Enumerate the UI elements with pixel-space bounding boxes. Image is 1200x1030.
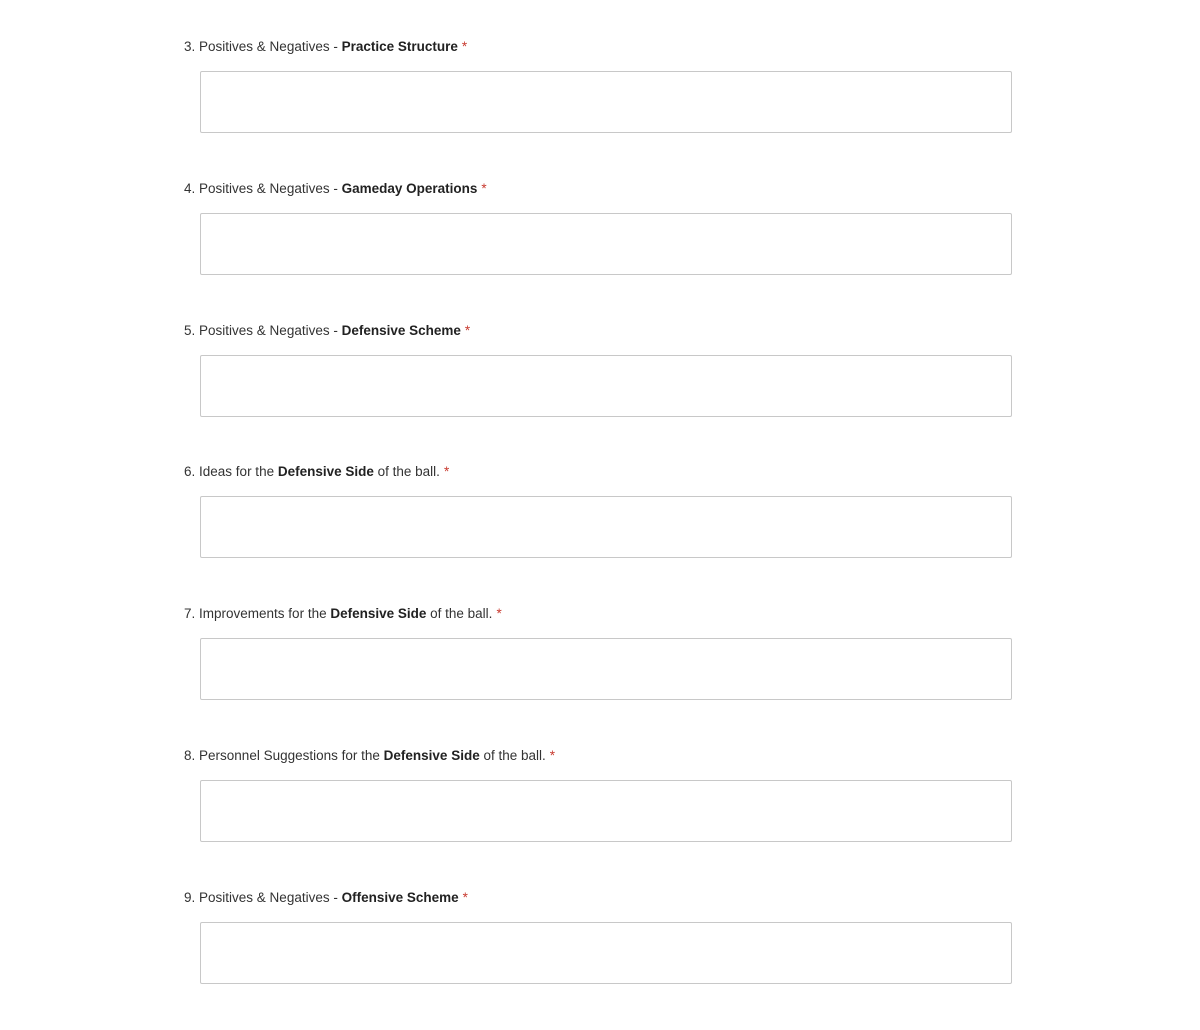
question-text-prefix: Positives & Negatives - (199, 323, 342, 338)
question-title (184, 746, 555, 766)
question-text-prefix: Positives & Negatives - (199, 39, 342, 54)
question-text-prefix: Ideas for the (199, 464, 278, 479)
question-title (184, 888, 468, 908)
required-asterisk: * (464, 323, 471, 338)
question-text-suffix: of the ball. (373, 464, 440, 479)
question-number: 9. (184, 890, 196, 905)
answer-input-defensive-scheme[interactable] (200, 355, 1012, 417)
answer-input-gameday-operations[interactable] (200, 213, 1012, 275)
question-8 (0, 746, 1200, 888)
question-5 (0, 321, 1200, 463)
question-text-emphasis: Gameday Operations (341, 181, 478, 196)
question-number: 7. (184, 606, 196, 621)
question-3 (0, 37, 1200, 179)
question-4 (0, 179, 1200, 321)
question-text-emphasis: Defensive Side (330, 606, 427, 621)
question-text-prefix: Personnel Suggestions for the (199, 748, 384, 763)
question-title (184, 462, 449, 482)
question-title (184, 37, 467, 57)
answer-input-defensive-improvements[interactable] (200, 638, 1012, 700)
question-number: 8. (184, 748, 196, 763)
question-text-prefix: Improvements for the (199, 606, 331, 621)
required-asterisk: * (496, 606, 502, 621)
required-asterisk: * (549, 748, 556, 763)
required-asterisk: * (443, 464, 450, 479)
question-7 (0, 604, 1200, 746)
required-asterisk: * (481, 181, 487, 196)
question-text-suffix: of the ball. (479, 748, 546, 763)
question-text-prefix: Positives & Negatives - (199, 890, 342, 905)
question-text-emphasis: Offensive Scheme (341, 890, 459, 905)
question-6 (0, 462, 1200, 604)
required-asterisk: * (461, 39, 468, 54)
question-text-suffix: of the ball. (426, 606, 493, 621)
question-text-emphasis: Practice Structure (341, 39, 458, 54)
question-number: 4. (184, 181, 196, 196)
question-9 (0, 888, 1200, 1030)
question-text-prefix: Positives & Negatives - (199, 181, 342, 196)
question-number: 5. (184, 323, 196, 338)
question-text-emphasis: Defensive Side (383, 748, 480, 763)
answer-input-defensive-ideas[interactable] (200, 496, 1012, 558)
answer-input-offensive-scheme[interactable] (200, 922, 1012, 984)
answer-input-practice-structure[interactable] (200, 71, 1012, 133)
question-title (184, 179, 487, 199)
answer-input-defensive-personnel[interactable] (200, 780, 1012, 842)
question-number: 6. (184, 464, 196, 479)
required-asterisk: * (462, 890, 468, 905)
question-title (184, 321, 470, 341)
question-text-emphasis: Defensive Side (277, 464, 374, 479)
question-number: 3. (184, 39, 196, 54)
question-title (184, 604, 502, 624)
question-text-emphasis: Defensive Scheme (341, 323, 461, 338)
